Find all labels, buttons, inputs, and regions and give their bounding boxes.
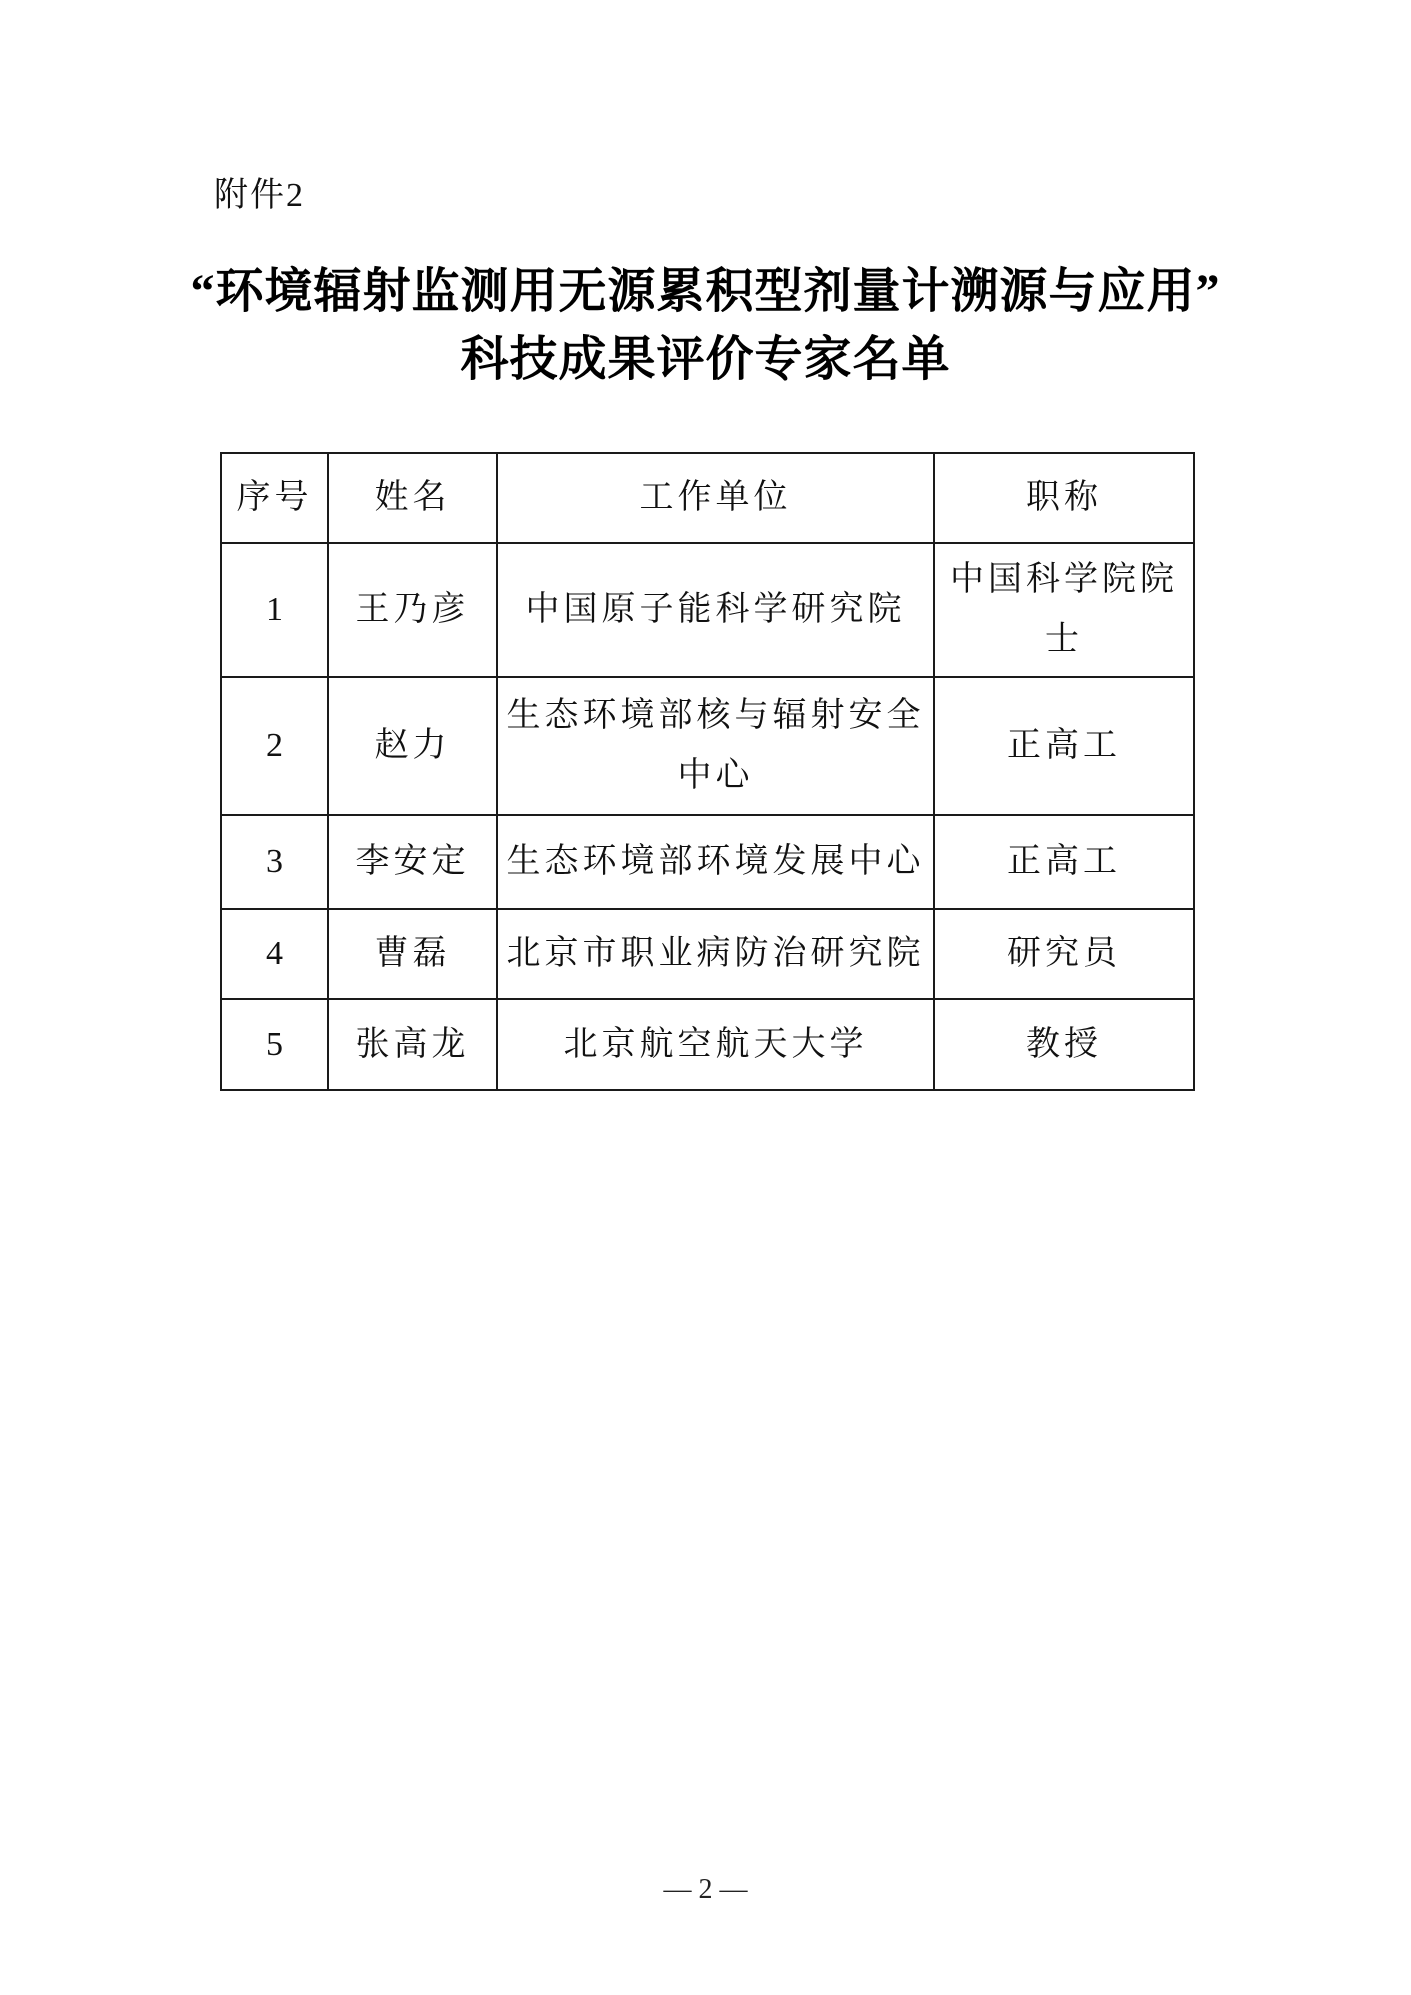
cell-name: 王乃彦 [328, 543, 497, 677]
cell-title: 研究员 [934, 909, 1194, 999]
cell-organization: 北京航空航天大学 [497, 999, 934, 1090]
table-header-row [221, 453, 1194, 543]
cell-organization: 生态环境部环境发展中心 [497, 815, 934, 909]
attachment-label: 附件2 [214, 177, 305, 214]
cell-title: 正高工 [934, 677, 1194, 815]
table-row [221, 677, 1194, 815]
expert-list-table [220, 452, 1195, 1091]
title-line-1: “环境辐射监测用无源累积型剂量计溯源与应用” [190, 265, 1221, 318]
cell-number: 1 [221, 543, 328, 677]
cell-name: 赵力 [328, 677, 497, 815]
table-row [221, 909, 1194, 999]
table-row [221, 999, 1194, 1090]
cell-organization: 中国原子能科学研究院 [497, 543, 934, 677]
cell-organization: 北京市职业病防治研究院 [497, 909, 934, 999]
column-header-title: 职称 [934, 453, 1194, 543]
title-line-2: 科技成果评价专家名单 [460, 333, 951, 386]
cell-name: 李安定 [328, 815, 497, 909]
cell-title: 教授 [934, 999, 1194, 1090]
document-title [0, 258, 1411, 394]
column-header-number: 序号 [221, 453, 328, 543]
cell-name: 张高龙 [328, 999, 497, 1090]
cell-title: 中国科学院院士 [934, 543, 1194, 677]
page-number: — 2 — [663, 1874, 748, 1905]
table-row [221, 543, 1194, 677]
cell-name: 曹磊 [328, 909, 497, 999]
cell-title: 正高工 [934, 815, 1194, 909]
column-header-organization: 工作单位 [497, 453, 934, 543]
column-header-name: 姓名 [328, 453, 497, 543]
cell-number: 3 [221, 815, 328, 909]
cell-number: 5 [221, 999, 328, 1090]
cell-number: 2 [221, 677, 328, 815]
cell-organization: 生态环境部核与辐射安全中心 [497, 677, 934, 815]
cell-number: 4 [221, 909, 328, 999]
table-row [221, 815, 1194, 909]
